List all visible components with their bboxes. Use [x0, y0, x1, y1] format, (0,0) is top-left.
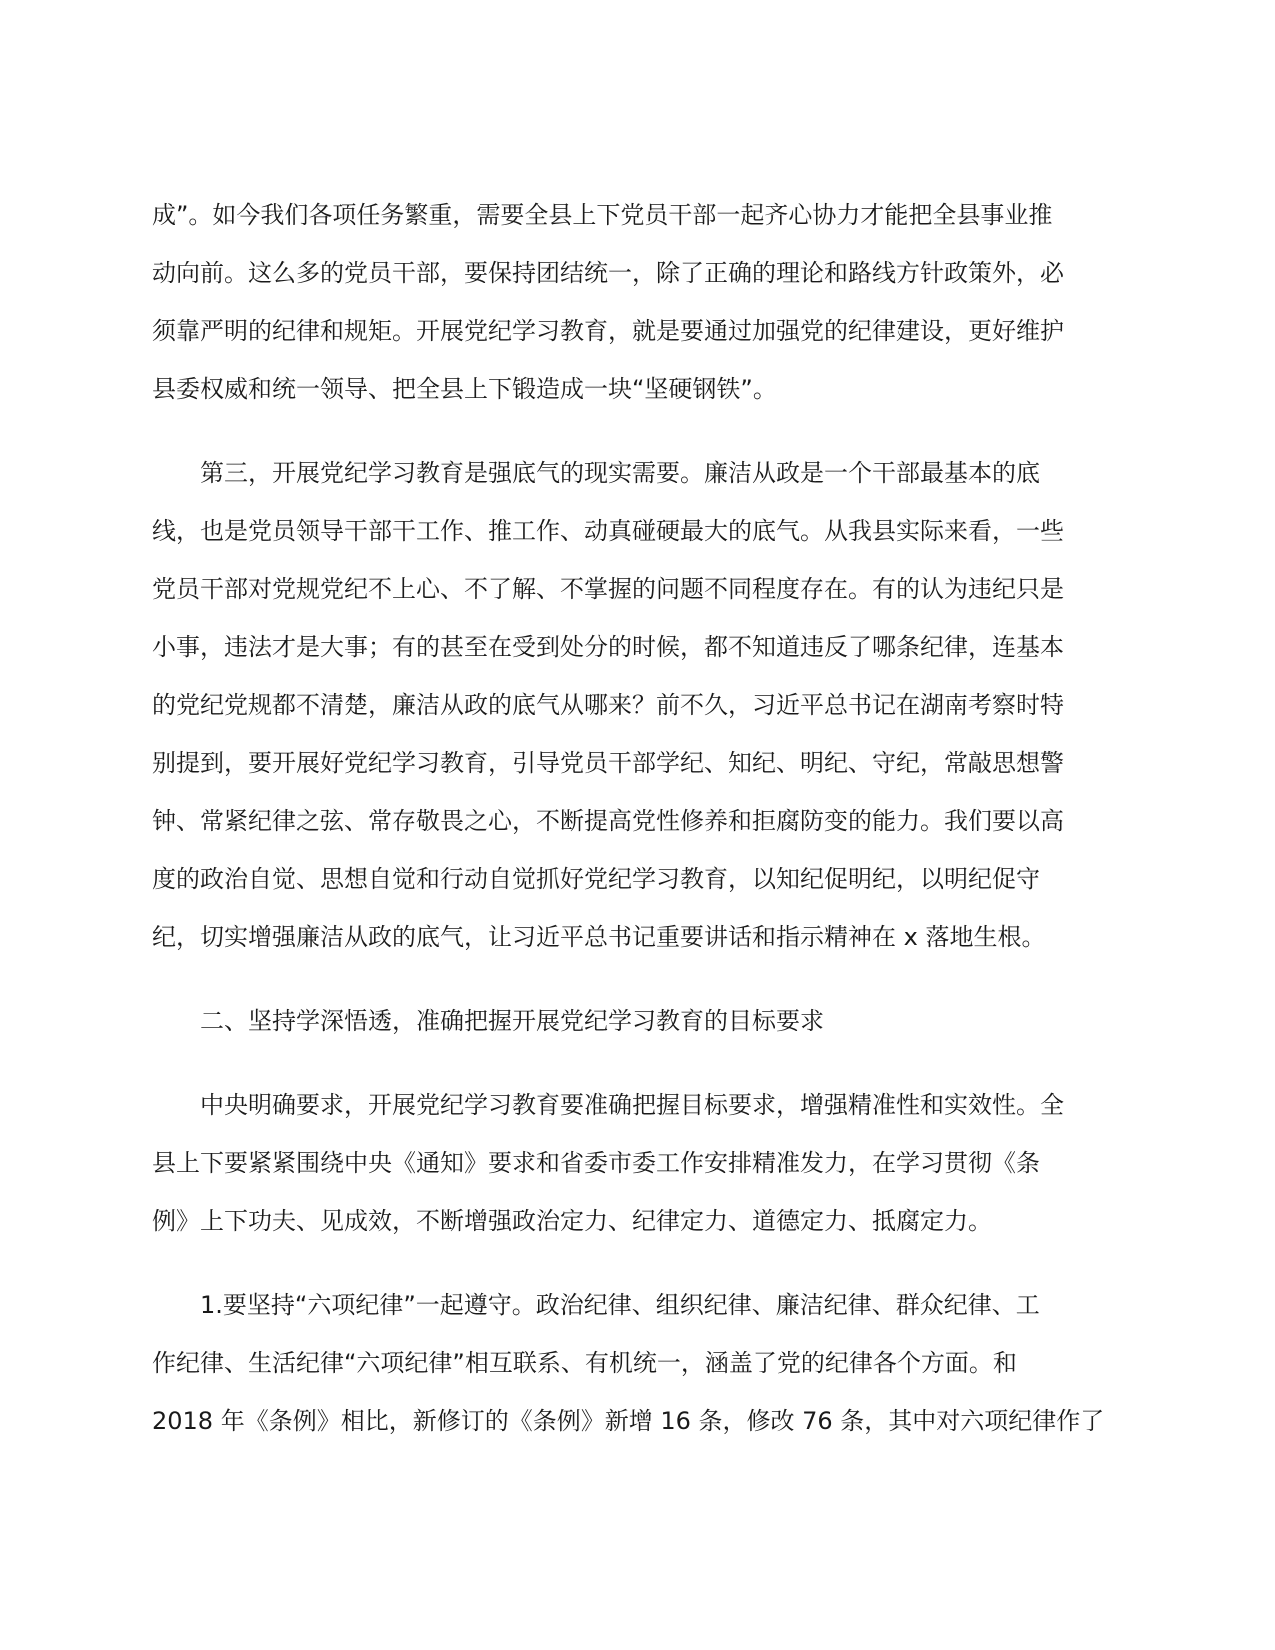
text-line: 中央明确要求，开展党纪学习教育要准确把握目标要求，增强精准性和实效性。全: [200, 1091, 1064, 1119]
text-line: 钟、常紧纪律之弦、常存敬畏之心，不断提高党性修养和拒腐防变的能力。我们要以高: [152, 807, 1064, 835]
text-line: 度的政治自觉、思想自觉和行动自觉抓好党纪学习教育，以知纪促明纪，以明纪促守: [152, 865, 1040, 893]
text-line: 成”。如今我们各项任务繁重，需要全县上下党员干部一起齐心协力才能把全县事业推: [152, 201, 1053, 229]
heading-line: 二、坚持学深悟透，准确把握开展党纪学习教育的目标要求: [200, 1007, 824, 1035]
paragraph-third-point: [152, 444, 1104, 966]
paragraph-central-requirements: [152, 1076, 1104, 1250]
text-line: 县上下要紧紧围绕中央《通知》要求和省委市委工作安排精准发力，在学习贯彻《条: [152, 1149, 1040, 1177]
text-line: 1.要坚持“六项纪律”一起遵守。政治纪律、组织纪律、廉洁纪律、群众纪律、工: [200, 1291, 1040, 1319]
paragraph-six-disciplines: [152, 1276, 1104, 1450]
text-line: 县委权威和统一领导、把全县上下锻造成一块“坚硬钢铁”。: [152, 375, 777, 403]
text-line: 小事，违法才是大事；有的甚至在受到处分的时候，都不知道违反了哪条纪律，连基本: [152, 633, 1064, 661]
text-line: 线，也是党员领导干部干工作、推工作、动真碰硬最大的底气。从我县实际来看，一些: [152, 517, 1064, 545]
text-line: 的党纪党规都不清楚，廉洁从政的底气从哪来？前不久，习近平总书记在湖南考察时特: [152, 691, 1064, 719]
text-line: 第三，开展党纪学习教育是强底气的现实需要。廉洁从政是一个干部最基本的底: [200, 459, 1040, 487]
paragraph-continuation: [152, 186, 1104, 418]
text-line: 作纪律、生活纪律“六项纪律”相互联系、有机统一，涵盖了党的纪律各个方面。和: [152, 1349, 1017, 1377]
text-line: 例》上下功夫、见成效，不断增强政治定力、纪律定力、道德定力、抵腐定力。: [152, 1207, 992, 1235]
text-line: 纪，切实增强廉洁从政的底气，让习近平总书记重要讲话和指示精神在 x 落地生根。: [152, 923, 1046, 951]
text-line: 2018 年《条例》相比，新修订的《条例》新增 16 条，修改 76 条，其中对六项纪律作了: [152, 1407, 1105, 1435]
text-line: 别提到，要开展好党纪学习教育，引导党员干部学纪、知纪、明纪、守纪，常敲思想警: [152, 749, 1064, 777]
document-page: [152, 186, 1104, 1476]
section-heading: [152, 992, 1104, 1050]
text-line: 须靠严明的纪律和规矩。开展党纪学习教育，就是要通过加强党的纪律建设，更好维护: [152, 317, 1064, 345]
text-line: 动向前。这么多的党员干部，要保持团结统一，除了正确的理论和路线方针政策外，必: [152, 259, 1064, 287]
text-line: 党员干部对党规党纪不上心、不了解、不掌握的问题不同程度存在。有的认为违纪只是: [152, 575, 1064, 603]
